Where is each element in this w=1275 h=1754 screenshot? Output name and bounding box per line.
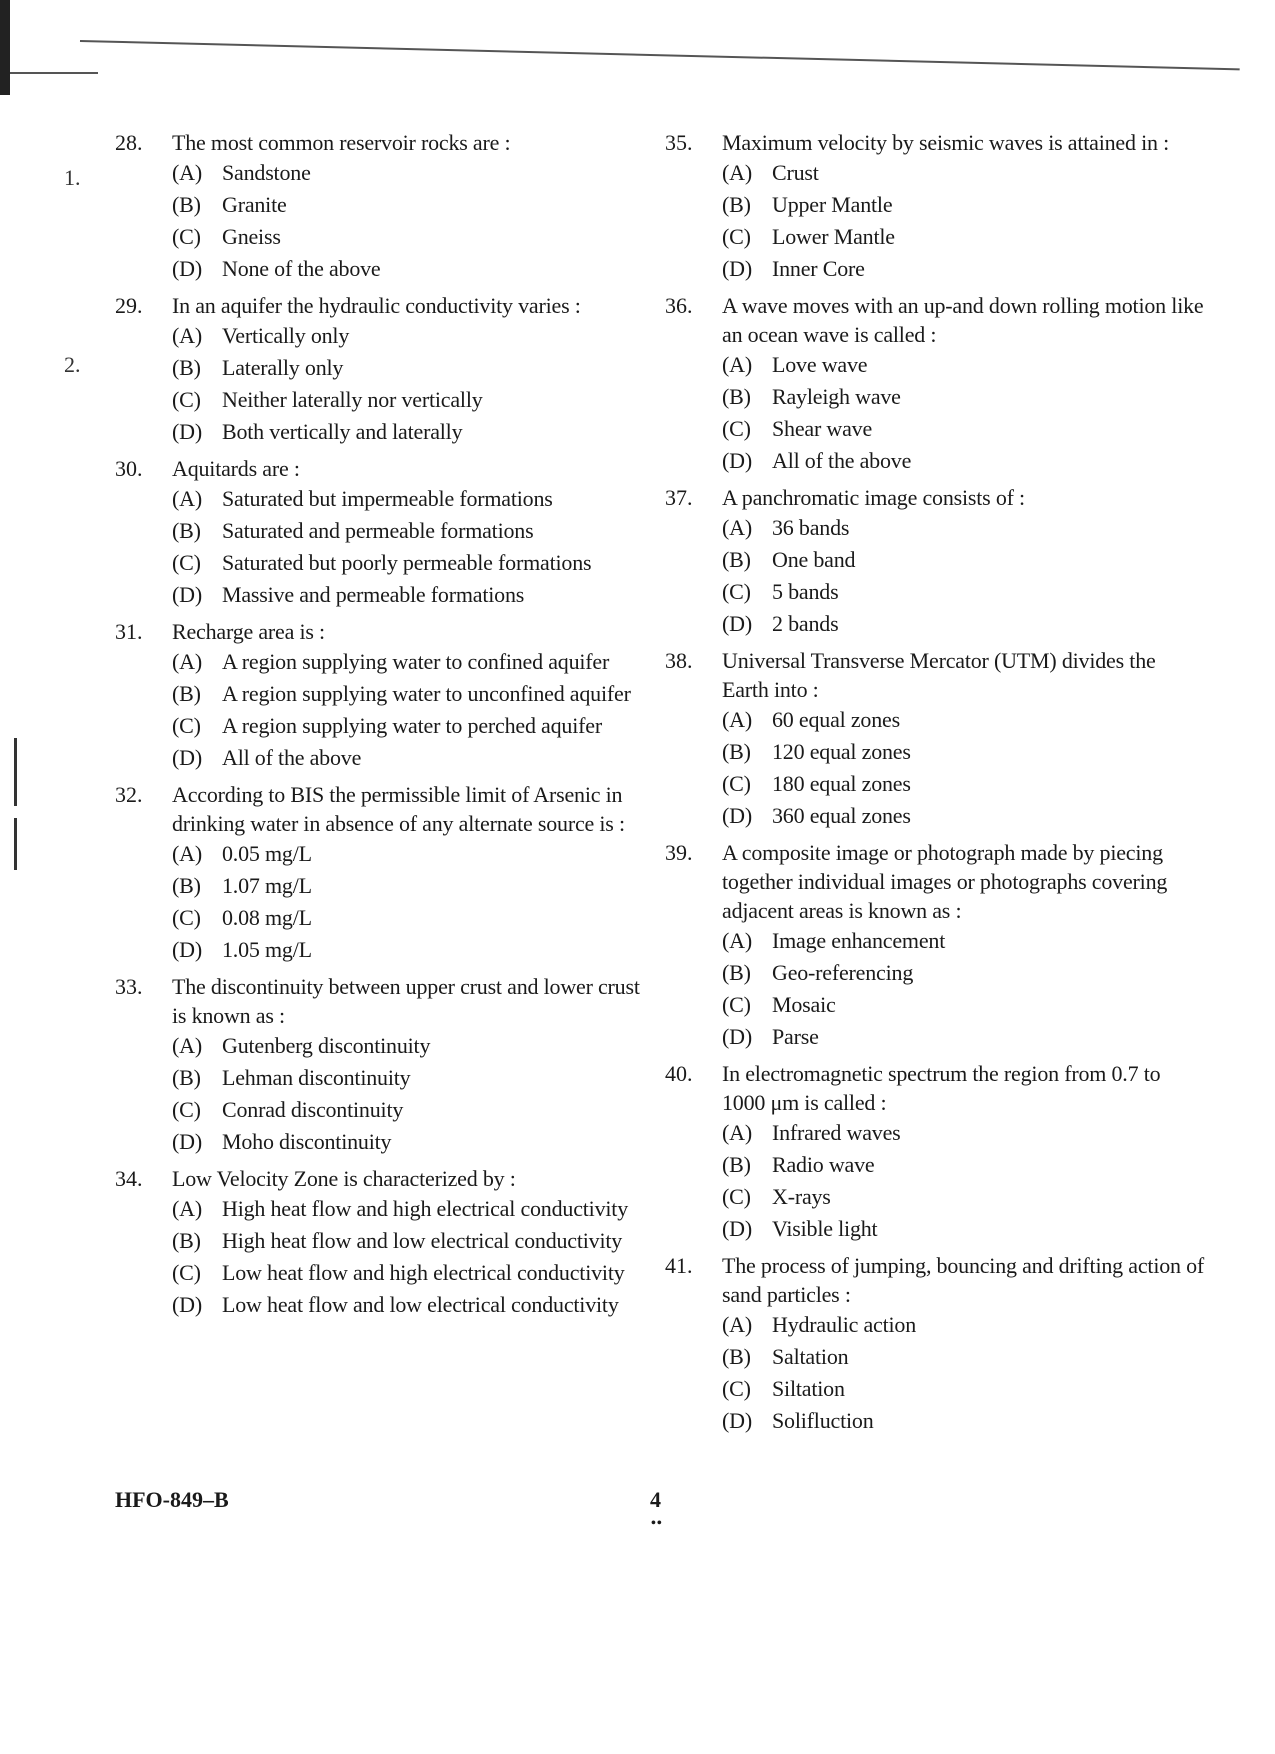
option-list <box>172 1193 655 1321</box>
option-list <box>722 1309 1205 1437</box>
option-item <box>722 1149 1205 1181</box>
option-text: 5 bands <box>772 579 839 604</box>
option-item <box>722 253 1205 285</box>
scan-edge-shadow <box>0 0 10 95</box>
option-label: (A) <box>172 649 202 674</box>
question-text: In electromagnetic spectrum the region from 0.7 to 1000 μm is called : <box>722 1061 1161 1115</box>
option-label: (D) <box>722 1024 752 1049</box>
option-text: Image enhancement <box>772 928 946 953</box>
option-text: One band <box>772 547 856 572</box>
option-text: None of the above <box>222 256 381 281</box>
question-number: 37. <box>665 485 693 510</box>
option-item <box>722 736 1205 768</box>
option-text: Laterally only <box>222 355 344 380</box>
option-label: (B) <box>722 1152 751 1177</box>
option-label: (C) <box>722 579 751 604</box>
option-label: (D) <box>722 448 752 473</box>
option-label: (C) <box>722 1376 751 1401</box>
option-label: (C) <box>172 905 201 930</box>
option-label: (D) <box>172 937 202 962</box>
question-header <box>665 291 1205 349</box>
option-text: Sandstone <box>222 160 311 185</box>
option-text: Low heat flow and high electrical conductivity <box>222 1260 625 1285</box>
option-item <box>172 384 655 416</box>
option-item <box>722 221 1205 253</box>
option-label: (B) <box>722 1344 751 1369</box>
option-list <box>172 1030 655 1158</box>
left-question-column <box>115 128 655 1327</box>
option-label: (C) <box>722 224 751 249</box>
option-item <box>172 320 655 352</box>
option-text: Geo-referencing <box>772 960 914 985</box>
option-item <box>722 576 1205 608</box>
page-dots: •• <box>651 1516 663 1531</box>
question-item <box>665 646 1205 832</box>
option-text: Saltation <box>772 1344 849 1369</box>
question-text: The discontinuity between upper crust and lower crust is known as : <box>172 974 640 1028</box>
question-header <box>115 1164 655 1193</box>
scan-edge-line <box>10 72 98 74</box>
margin-note: 2. <box>64 352 81 377</box>
option-item <box>172 902 655 934</box>
option-label: (C) <box>172 713 201 738</box>
option-item <box>722 704 1205 736</box>
question-header <box>665 1059 1205 1117</box>
option-item <box>172 838 655 870</box>
option-label: (A) <box>172 1033 202 1058</box>
option-item <box>172 221 655 253</box>
option-text: Visible light <box>772 1216 878 1241</box>
option-text: Both vertically and laterally <box>222 419 463 444</box>
question-number: 32. <box>115 782 143 807</box>
option-label: (B) <box>172 873 201 898</box>
question-item <box>665 838 1205 1053</box>
option-item <box>172 710 655 742</box>
question-item <box>665 483 1205 640</box>
option-item <box>172 1094 655 1126</box>
option-label: (B) <box>172 355 201 380</box>
option-text: 1.07 mg/L <box>222 873 312 898</box>
option-label: (B) <box>722 547 751 572</box>
page-top-rule <box>80 40 1240 70</box>
option-text: High heat flow and high electrical conductivity <box>222 1196 629 1221</box>
option-item <box>172 1062 655 1094</box>
option-item <box>722 1181 1205 1213</box>
option-label: (A) <box>172 841 202 866</box>
option-text: X-rays <box>772 1184 831 1209</box>
option-item <box>722 1309 1205 1341</box>
question-text: Aquitards are : <box>172 456 300 481</box>
option-text: Saturated and permeable formations <box>222 518 534 543</box>
option-label: (D) <box>172 745 202 770</box>
option-label: (C) <box>172 1260 201 1285</box>
option-text: 0.08 mg/L <box>222 905 312 930</box>
option-item <box>722 1213 1205 1245</box>
question-header <box>665 483 1205 512</box>
option-text: Radio wave <box>772 1152 875 1177</box>
option-label: (D) <box>722 611 752 636</box>
option-list <box>722 704 1205 832</box>
question-item <box>665 1059 1205 1245</box>
option-item <box>722 989 1205 1021</box>
option-item <box>722 1021 1205 1053</box>
option-text: 60 equal zones <box>772 707 900 732</box>
option-item <box>722 1117 1205 1149</box>
option-label: (B) <box>172 681 201 706</box>
question-text: Maximum velocity by seismic waves is attained in : <box>722 130 1170 155</box>
option-text: Upper Mantle <box>772 192 893 217</box>
question-header <box>115 780 655 838</box>
question-item <box>115 1164 655 1321</box>
option-item <box>172 742 655 774</box>
option-list <box>722 157 1205 285</box>
option-item <box>172 579 655 611</box>
option-label: (C) <box>722 992 751 1017</box>
question-item <box>665 128 1205 285</box>
question-header <box>665 838 1205 925</box>
option-item <box>172 547 655 579</box>
question-number: 30. <box>115 456 143 481</box>
option-label: (D) <box>172 1292 202 1317</box>
option-text: Saturated but impermeable formations <box>222 486 553 511</box>
option-text: Gneiss <box>222 224 281 249</box>
option-label: (D) <box>172 1129 202 1154</box>
question-number: 41. <box>665 1253 693 1278</box>
option-item <box>722 800 1205 832</box>
option-list <box>722 925 1205 1053</box>
option-list <box>172 157 655 285</box>
option-label: (B) <box>172 192 201 217</box>
option-text: Gutenberg discontinuity <box>222 1033 431 1058</box>
question-text: A wave moves with an up-and down rolling motion like an ocean wave is called : <box>722 293 1204 347</box>
option-text: Granite <box>222 192 287 217</box>
question-header <box>115 617 655 646</box>
option-label: (A) <box>722 1120 752 1145</box>
question-text: Universal Transverse Mercator (UTM) divides the Earth into : <box>722 648 1156 702</box>
option-label: (C) <box>722 1184 751 1209</box>
margin-note: 1. <box>64 165 81 190</box>
question-text: Recharge area is : <box>172 619 325 644</box>
option-text: Neither laterally nor vertically <box>222 387 483 412</box>
question-item <box>115 780 655 966</box>
option-label: (C) <box>172 224 201 249</box>
question-item <box>115 128 655 285</box>
option-text: Parse <box>772 1024 819 1049</box>
question-text: The most common reservoir rocks are : <box>172 130 511 155</box>
option-text: Crust <box>772 160 819 185</box>
option-label: (C) <box>722 416 751 441</box>
option-label: (A) <box>722 160 752 185</box>
paper-code: HFO-849–B <box>115 1487 229 1512</box>
option-text: Lehman discontinuity <box>222 1065 411 1090</box>
option-label: (B) <box>172 1065 201 1090</box>
option-text: Rayleigh wave <box>772 384 901 409</box>
option-label: (B) <box>172 518 201 543</box>
option-label: (D) <box>722 1408 752 1433</box>
page-number: 4 <box>650 1487 661 1512</box>
option-text: Mosaic <box>772 992 836 1017</box>
question-header <box>115 454 655 483</box>
question-text: According to BIS the permissible limit of Arsenic in drinking water in absence of any alternate source is : <box>172 782 625 836</box>
option-text: 36 bands <box>772 515 850 540</box>
option-label: (B) <box>722 192 751 217</box>
option-text: Saturated but poorly permeable formations <box>222 550 592 575</box>
option-text: All of the above <box>222 745 362 770</box>
option-item <box>172 157 655 189</box>
question-item <box>115 454 655 611</box>
option-item <box>172 870 655 902</box>
option-text: Vertically only <box>222 323 350 348</box>
option-item <box>722 413 1205 445</box>
question-number: 35. <box>665 130 693 155</box>
option-text: A region supplying water to confined aquifer <box>222 649 610 674</box>
question-header <box>115 128 655 157</box>
option-item <box>722 157 1205 189</box>
question-number: 36. <box>665 293 693 318</box>
option-item <box>722 957 1205 989</box>
option-item <box>172 483 655 515</box>
option-label: (B) <box>722 384 751 409</box>
option-label: (A) <box>172 486 202 511</box>
option-label: (C) <box>172 387 201 412</box>
option-text: 360 equal zones <box>772 803 911 828</box>
option-text: 1.05 mg/L <box>222 937 312 962</box>
option-label: (C) <box>722 771 751 796</box>
option-label: (D) <box>172 582 202 607</box>
option-text: High heat flow and low electrical conductivity <box>222 1228 623 1253</box>
question-header <box>115 972 655 1030</box>
option-item <box>722 1341 1205 1373</box>
option-item <box>722 1405 1205 1437</box>
question-item <box>665 291 1205 477</box>
option-list <box>172 483 655 611</box>
option-text: All of the above <box>772 448 912 473</box>
option-item <box>722 608 1205 640</box>
option-label: (A) <box>722 1312 752 1337</box>
question-header <box>115 291 655 320</box>
option-text: Massive and permeable formations <box>222 582 525 607</box>
question-number: 29. <box>115 293 143 318</box>
question-text: Low Velocity Zone is characterized by : <box>172 1166 516 1191</box>
option-item <box>722 925 1205 957</box>
option-label: (D) <box>172 256 202 281</box>
option-text: 0.05 mg/L <box>222 841 312 866</box>
question-item <box>115 617 655 774</box>
option-item <box>172 416 655 448</box>
option-item <box>172 1257 655 1289</box>
option-item <box>722 381 1205 413</box>
option-label: (D) <box>722 803 752 828</box>
option-text: Inner Core <box>772 256 865 281</box>
option-item <box>172 352 655 384</box>
scan-margin-mark <box>14 818 17 870</box>
question-header <box>665 1251 1205 1309</box>
option-item <box>172 934 655 966</box>
question-number: 39. <box>665 840 693 865</box>
option-text: Lower Mantle <box>772 224 895 249</box>
option-label: (A) <box>172 1196 202 1221</box>
question-text: A composite image or photograph made by piecing together individual images or photographs covering adjacent areas is known as : <box>722 840 1168 923</box>
scan-margin-mark <box>14 738 17 806</box>
option-text: Siltation <box>772 1376 845 1401</box>
option-text: Love wave <box>772 352 868 377</box>
option-label: (D) <box>722 1216 752 1241</box>
option-text: A region supplying water to unconfined aquifer <box>222 681 631 706</box>
option-label: (A) <box>172 160 202 185</box>
option-item <box>172 1030 655 1062</box>
question-number: 38. <box>665 648 693 673</box>
option-item <box>722 768 1205 800</box>
option-list <box>722 349 1205 477</box>
option-label: (C) <box>172 1097 201 1122</box>
option-item <box>722 512 1205 544</box>
question-number: 40. <box>665 1061 693 1086</box>
option-item <box>172 646 655 678</box>
option-label: (A) <box>722 352 752 377</box>
option-text: Infrared waves <box>772 1120 901 1145</box>
option-label: (A) <box>722 515 752 540</box>
option-item <box>172 1289 655 1321</box>
question-item <box>115 291 655 448</box>
option-item <box>172 1225 655 1257</box>
option-text: Moho discontinuity <box>222 1129 392 1154</box>
option-item <box>722 349 1205 381</box>
option-text: Hydraulic action <box>772 1312 917 1337</box>
option-label: (B) <box>172 1228 201 1253</box>
question-number: 28. <box>115 130 143 155</box>
option-label: (B) <box>722 960 751 985</box>
option-label: (A) <box>722 707 752 732</box>
option-text: 120 equal zones <box>772 739 911 764</box>
option-list <box>172 320 655 448</box>
question-text: In an aquifer the hydraulic conductivity varies : <box>172 293 581 318</box>
right-question-column <box>665 128 1205 1443</box>
option-item <box>172 1126 655 1158</box>
option-label: (D) <box>722 256 752 281</box>
option-text: Shear wave <box>772 416 873 441</box>
option-item <box>722 189 1205 221</box>
option-item <box>722 445 1205 477</box>
option-item <box>172 189 655 221</box>
question-text: A panchromatic image consists of : <box>722 485 1025 510</box>
option-item <box>172 515 655 547</box>
option-item <box>172 1193 655 1225</box>
question-number: 31. <box>115 619 143 644</box>
option-label: (A) <box>722 928 752 953</box>
option-label: (D) <box>172 419 202 444</box>
option-list <box>172 838 655 966</box>
question-number: 33. <box>115 974 143 999</box>
option-text: Conrad discontinuity <box>222 1097 404 1122</box>
option-text: Solifluction <box>772 1408 874 1433</box>
question-item <box>665 1251 1205 1437</box>
option-label: (C) <box>172 550 201 575</box>
question-item <box>115 972 655 1158</box>
option-text: A region supplying water to perched aquifer <box>222 713 602 738</box>
option-text: Low heat flow and low electrical conductivity <box>222 1292 619 1317</box>
option-item <box>172 678 655 710</box>
option-item <box>722 544 1205 576</box>
option-text: 180 equal zones <box>772 771 911 796</box>
option-label: (B) <box>722 739 751 764</box>
option-list <box>722 1117 1205 1245</box>
option-list <box>172 646 655 774</box>
question-header <box>665 646 1205 704</box>
option-list <box>722 512 1205 640</box>
option-item <box>172 253 655 285</box>
option-label: (A) <box>172 323 202 348</box>
option-text: 2 bands <box>772 611 839 636</box>
question-number: 34. <box>115 1166 143 1191</box>
question-text: The process of jumping, bouncing and drifting action of sand particles : <box>722 1253 1205 1307</box>
question-header <box>665 128 1205 157</box>
option-item <box>722 1373 1205 1405</box>
